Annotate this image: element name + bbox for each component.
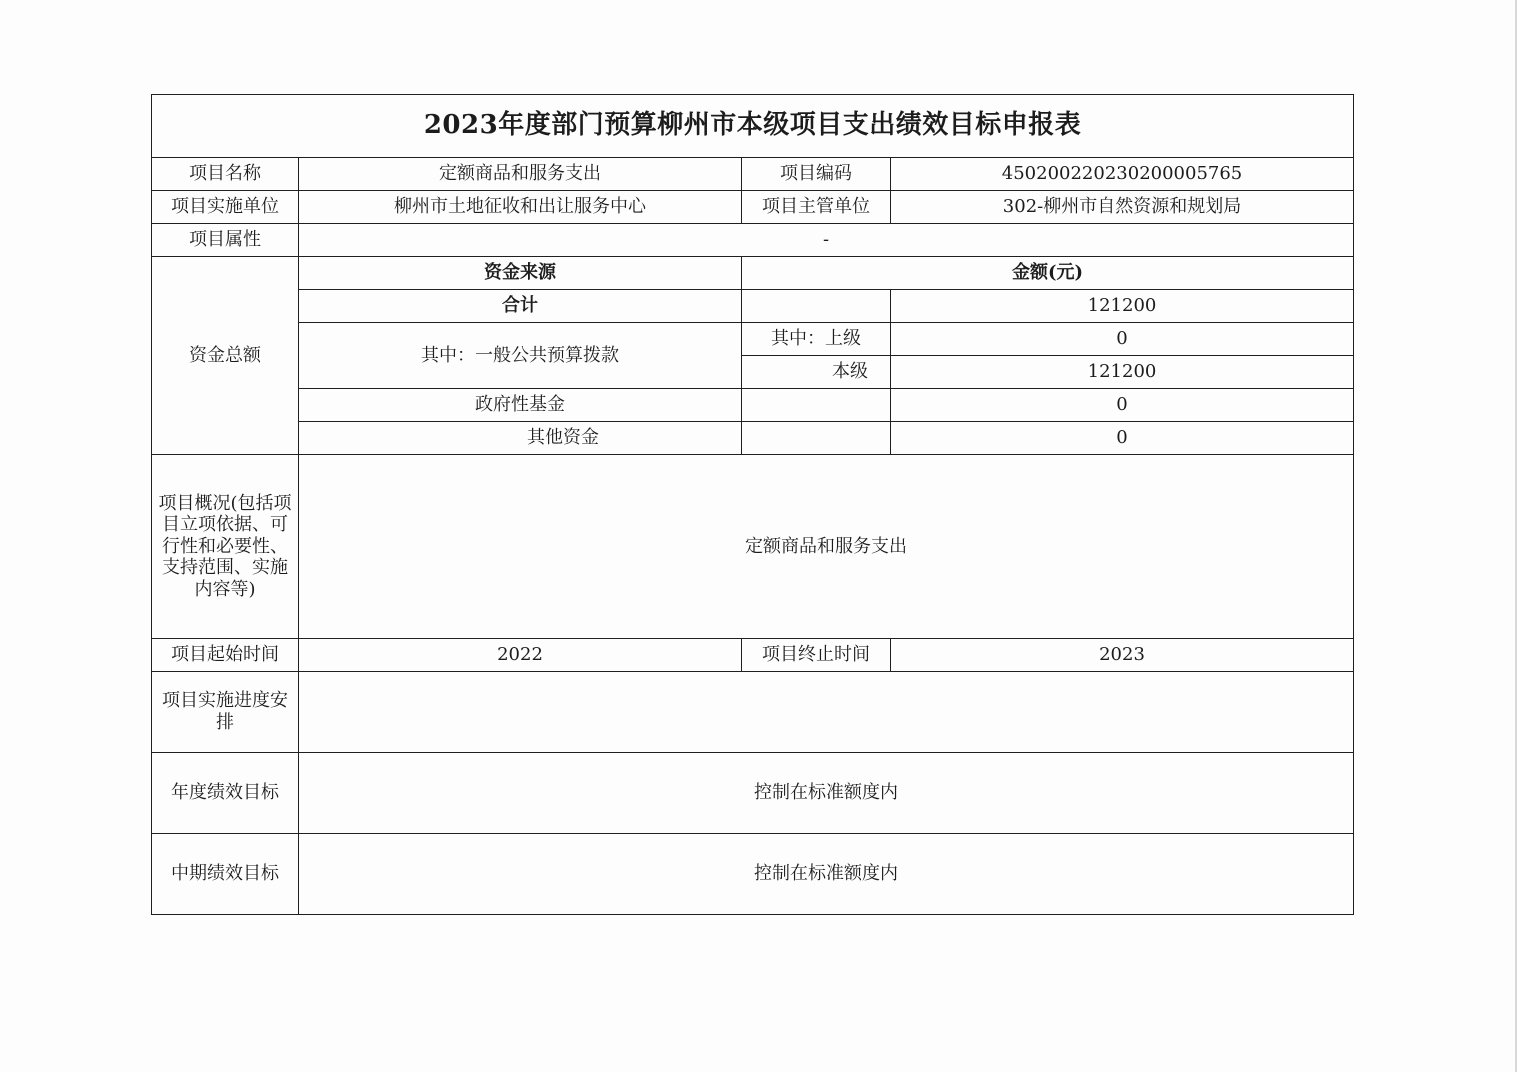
fund-gov-label: 政府性基金 (299, 389, 742, 422)
fund-upper-value: 0 (891, 323, 1354, 356)
impl-unit-label: 项目实施单位 (152, 191, 299, 224)
mgr-unit-label: 项目主管单位 (742, 191, 891, 224)
project-code-label: 项目编码 (742, 158, 891, 191)
fund-sum-blank (742, 290, 891, 323)
fund-local-value: 121200 (891, 356, 1354, 389)
fund-local-label: 本级 (742, 356, 891, 389)
fund-sum-value: 121200 (891, 290, 1354, 323)
fund-source-header: 资金来源 (299, 257, 742, 290)
fund-upper-label: 其中：上级 (742, 323, 891, 356)
overview-value: 定额商品和服务支出 (299, 455, 1354, 639)
project-name-label: 项目名称 (152, 158, 299, 191)
fund-general-label: 其中：一般公共预算拨款 (299, 323, 742, 389)
table-title: 2023年度部门预算柳州市本级项目支出绩效目标申报表 (152, 95, 1354, 158)
overview-label: 项目概况(包括项目立项依据、可行性和必要性、支持范围、实施内容等) (152, 455, 299, 639)
performance-target-table (151, 94, 1354, 915)
annual-goal-label: 年度绩效目标 (152, 753, 299, 834)
end-time-label: 项目终止时间 (742, 639, 891, 672)
impl-unit-value: 柳州市土地征收和出让服务中心 (299, 191, 742, 224)
mid-goal-label: 中期绩效目标 (152, 834, 299, 915)
fund-other-value: 0 (891, 422, 1354, 455)
fund-amount-header: 金额(元) (742, 257, 1354, 290)
schedule-value (299, 672, 1354, 753)
fund-gov-value: 0 (891, 389, 1354, 422)
start-time-value: 2022 (299, 639, 742, 672)
project-attr-label: 项目属性 (152, 224, 299, 257)
project-attr-value: - (299, 224, 1354, 257)
fund-sum-label: 合计 (299, 290, 742, 323)
start-time-label: 项目起始时间 (152, 639, 299, 672)
fund-other-label: 其他资金 (299, 422, 742, 455)
fund-gov-blank (742, 389, 891, 422)
project-code-value: 450200220230200005765 (891, 158, 1354, 191)
mgr-unit-value: 302-柳州市自然资源和规划局 (891, 191, 1354, 224)
fund-other-blank (742, 422, 891, 455)
end-time-value: 2023 (891, 639, 1354, 672)
mid-goal-value: 控制在标准额度内 (299, 834, 1354, 915)
annual-goal-value: 控制在标准额度内 (299, 753, 1354, 834)
project-name-value: 定额商品和服务支出 (299, 158, 742, 191)
fund-total-label: 资金总额 (152, 257, 299, 455)
schedule-label: 项目实施进度安排 (152, 672, 299, 753)
